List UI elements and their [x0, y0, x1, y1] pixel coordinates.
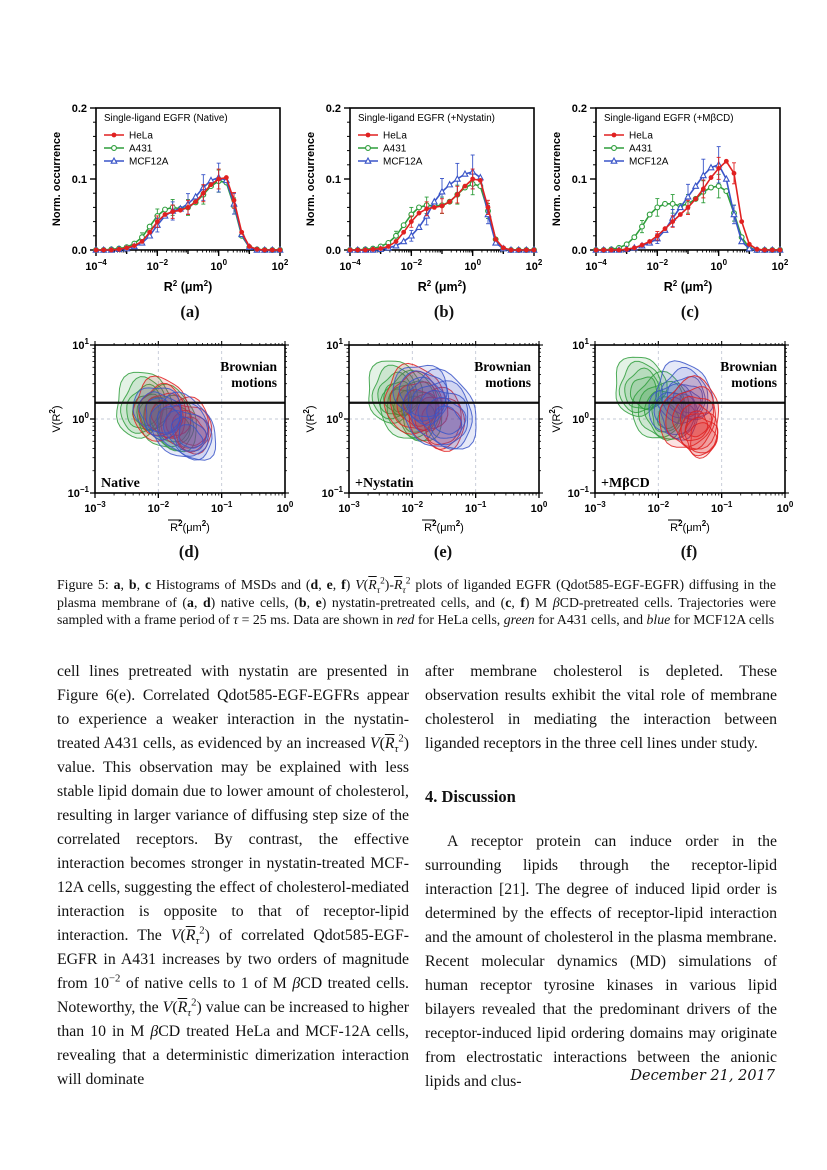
svg-text:MCF12A: MCF12A [629, 156, 669, 168]
svg-text:100: $10^0$ [464, 258, 482, 273]
svg-text:101: $10^1$ [326, 337, 343, 352]
contour-nystatin [301, 335, 561, 535]
paragraph: A receptor protein can induce order in the surrounding lipids through the receptor-lipid interaction [21]. The degree of induced lipid order is determined by the effects of receptor-lipid interaction and the amount of cholesterol in the plasma membrane. Recent molecular dynamics (MD) simulations of human receptor tyrosine kinases in various lipid bilayers revealed that the predominant drivers of the receptor-induced lipid ordering domains may originate from electrostatic interactions between the anionic lipids and clus- [425, 833, 777, 1090]
svg-text:+MβCD: +MβCD [601, 476, 650, 491]
paragraph: cell lines pretreated with nystatin are presented in Figure 6(e). Correlated Qdot585-EGF-EGFRs appear to experience a weaker interaction in the nystatin-treated A431 cells, as evidenced by an increased $V(\overline{R}_\tau^2)$ value. This observation may be explained with less stable lipid domain due to lower amount of cholesterol, resulting in larger variance of diffusing step size of the correlated receptors. By contrast, the effective interaction becomes stronger in nystatin-treated MCF-12A cells, suggesting the effect of cholesterol-mediated interaction is opposite to that of receptor-lipid interaction. The $V(\overline{R}_\tau^2)$ of correlated Qdot585-EGF-EGFR in A431 increases by two orders of magnitude from $10^{-2}$ of native cells to 1 of M βCD treated cells. Noteworthy, the $V(\overline{R}_\tau^2)$ value can be increased to higher than 10 in M βCD treated HeLa and MCF-12A cells, revealing that a deterministic dimerization interaction will dominate [57, 663, 409, 1088]
svg-text:Single-ligand EGFR (Native): Single-ligand EGFR (Native) [104, 113, 228, 124]
svg-text:R2(μm2): $R^2(\mu m^2)$ [424, 519, 464, 534]
svg-text:A431: A431 [629, 143, 653, 155]
svg-text:Norm. occurrence: Norm. occurrence [551, 131, 563, 227]
svg-text:HeLa: HeLa [129, 130, 153, 142]
figure-panel-e [301, 335, 561, 562]
panel-label-a: (a) [180, 302, 200, 321]
svg-text:0.2: 0.2 [325, 103, 341, 115]
svg-text:MCF12A: MCF12A [129, 156, 169, 168]
figure-panel-f [547, 335, 807, 562]
svg-text:HeLa: HeLa [383, 130, 407, 142]
panel-label-c: (c) [680, 302, 700, 321]
svg-text:+Nystatin: +Nystatin [355, 476, 414, 491]
svg-text:10−2: $10^{-2}$ [147, 500, 170, 515]
svg-text:0.0: 0.0 [325, 245, 341, 257]
svg-text:100: $10^0$ [276, 500, 294, 515]
svg-text:Brownian: Brownian [720, 359, 777, 374]
svg-text:101: $10^1$ [72, 337, 89, 352]
paragraph: after membrane cholesterol is depleted. These observation results exhibit the vital role of membrane cholesterol in mediating the interaction between liganded receptors in the three cell lines under study. [425, 663, 777, 752]
figure-caption: Figure 5: a, b, c Histograms of MSDs and (d, e, f) $V(\overline{R}_\tau^2)-\overline{R}_\tau^2$ plots of liganded EGFR (Qdot585-EGF-EGFR) diffusing in the plasma membrane of (a, d) native cells, (b, e) nystatin-pretreated cells, and (c, f) M βCD-pretreated cells. Trajectories were sampled with a frame period of τ = 25 ms. Data are shown in red for HeLa cells, green for A431 cells, and blue for MCF12A cells [57, 576, 777, 628]
svg-text:100: $10^0$ [710, 258, 728, 273]
svg-text:101: $10^1$ [572, 337, 589, 352]
svg-text:10−2: $10^{-2}$ [647, 500, 670, 515]
svg-text:10−2: $10^{-2}$ [400, 258, 423, 273]
svg-text:100: $10^0$ [776, 500, 794, 515]
svg-text:0.2: 0.2 [71, 103, 87, 115]
svg-text:10−2: $10^{-2}$ [646, 258, 669, 273]
svg-text:100: $10^0$ [530, 500, 548, 515]
svg-text:R2 (μm2): $R^2$ $(\mu m^2)$ [417, 279, 467, 294]
panel-label-b: (b) [433, 302, 455, 321]
svg-text:R2(μm2): $R^2(\mu m^2)$ [670, 519, 710, 534]
section-heading: 4. Discussion [425, 787, 516, 806]
svg-text:100: $10^0$ [572, 411, 589, 426]
svg-text:R2 (μm2): $R^2$ $(\mu m^2)$ [663, 279, 713, 294]
svg-text:Norm. occurrence: Norm. occurrence [305, 131, 317, 227]
svg-text:102: $10^2$ [771, 258, 789, 273]
svg-text:V(R2): $V(R^2)$ [548, 405, 563, 433]
svg-text:R2 (μm2): $R^2$ $(\mu m^2)$ [163, 279, 213, 294]
svg-text:10−3: $10^{-3}$ [338, 500, 360, 515]
svg-text:10−1: $10^{-1}$ [67, 485, 89, 500]
svg-text:100: $10^0$ [210, 258, 228, 273]
svg-text:0.1: 0.1 [325, 174, 341, 186]
svg-text:10−2: $10^{-2}$ [146, 258, 169, 273]
svg-text:motions: motions [485, 375, 531, 390]
figure-panel-c [548, 100, 808, 322]
svg-text:10−3: $10^{-3}$ [84, 500, 106, 515]
svg-text:100: $10^0$ [72, 411, 89, 426]
svg-text:Single-ligand EGFR (+MβCD): Single-ligand EGFR (+MβCD) [604, 113, 734, 124]
svg-text:10−4: $10^{-4}$ [339, 258, 361, 273]
svg-text:10−2: $10^{-2}$ [401, 500, 424, 515]
svg-text:V(R2): $V(R^2)$ [302, 405, 317, 433]
svg-text:Norm. occurrence: Norm. occurrence [51, 131, 63, 227]
svg-text:Single-ligand EGFR (+Nystatin): Single-ligand EGFR (+Nystatin) [358, 113, 495, 124]
svg-text:0.2: 0.2 [571, 103, 587, 115]
svg-text:10−1: $10^{-1}$ [464, 500, 487, 515]
svg-text:MCF12A: MCF12A [383, 156, 423, 168]
svg-text:10−1: $10^{-1}$ [321, 485, 343, 500]
svg-text:Native: Native [101, 476, 140, 491]
panel-label-f: (f) [680, 542, 698, 561]
histogram-nystatin [302, 100, 562, 295]
body-column-right [425, 660, 777, 1094]
svg-text:motions: motions [731, 375, 777, 390]
histogram-native [48, 100, 308, 295]
svg-text:Brownian: Brownian [220, 359, 277, 374]
svg-text:0.0: 0.0 [71, 245, 87, 257]
svg-text:10−1: $10^{-1}$ [710, 500, 733, 515]
svg-text:10−4: $10^{-4}$ [585, 258, 607, 273]
svg-text:10−1: $10^{-1}$ [210, 500, 233, 515]
figure-panel-a [48, 100, 308, 322]
svg-text:A431: A431 [129, 143, 153, 155]
contour-mbcd [547, 335, 807, 535]
svg-text:10−1: $10^{-1}$ [567, 485, 589, 500]
svg-text:10−4: $10^{-4}$ [85, 258, 107, 273]
svg-text:V(R2): $V(R^2)$ [48, 405, 63, 433]
svg-text:0.0: 0.0 [571, 245, 587, 257]
svg-text:A431: A431 [383, 143, 407, 155]
panel-label-d: (d) [178, 542, 200, 561]
svg-text:0.1: 0.1 [571, 174, 587, 186]
svg-text:102: $10^2$ [525, 258, 543, 273]
body-column-left [57, 660, 409, 1092]
panel-label-e: (e) [433, 542, 453, 561]
contour-native [47, 335, 307, 535]
figure-panel-d [47, 335, 307, 562]
footer-date: December 21, 2017 [630, 1068, 775, 1084]
svg-text:motions: motions [231, 375, 277, 390]
svg-text:Brownian: Brownian [474, 359, 531, 374]
figure-panel-b [302, 100, 562, 322]
svg-text:100: $10^0$ [326, 411, 343, 426]
histogram-mbcd [548, 100, 808, 295]
svg-text:HeLa: HeLa [629, 130, 653, 142]
svg-text:102: $10^2$ [271, 258, 289, 273]
svg-text:R2(μm2): $R^2(\mu m^2)$ [170, 519, 210, 534]
svg-text:0.1: 0.1 [71, 174, 87, 186]
svg-text:10−3: $10^{-3}$ [584, 500, 606, 515]
